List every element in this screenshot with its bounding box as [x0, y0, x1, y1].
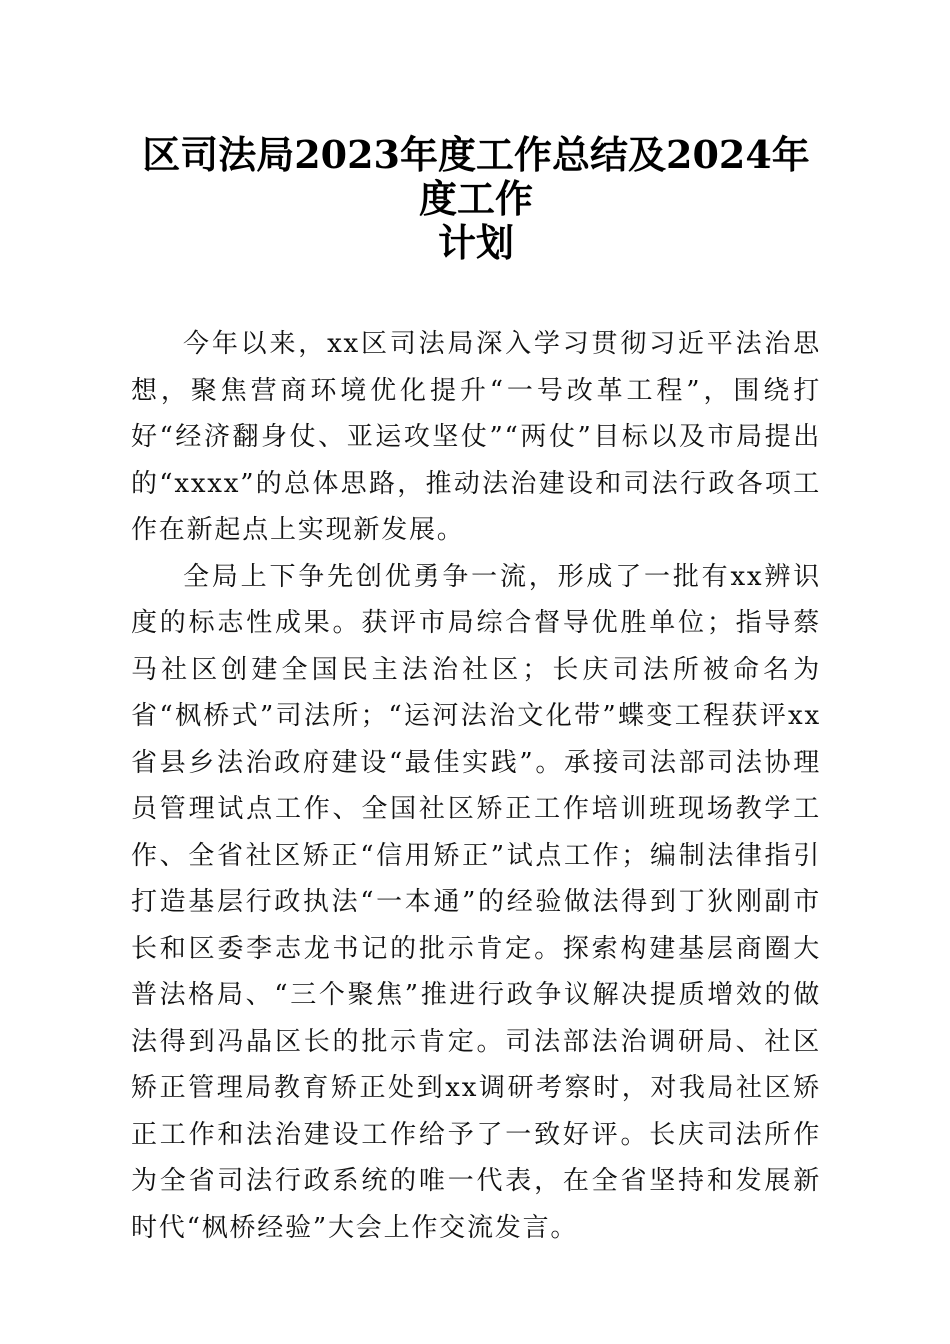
title-line-1: 区司法局2023年度工作总结及2024年度工作	[142, 132, 810, 221]
document-body	[131, 321, 821, 1251]
title-line-2: 计划	[437, 220, 514, 265]
paragraph-achievements: 全局上下争先创优勇争一流，形成了一批有xx辨识度的标志性成果。获评市局综合督导优胜单位；指导蔡马社区创建全国民主法治社区；长庆司法所被命名为省“枫桥式”司法所；“运河法治文化带”蝶变工程获评xx省县乡法治政府建设“最佳实践”。承接司法部司法协理员管理试点工作、全国社区矫正工作培训班现场教学工作、全省社区矫正“信用矫正”试点工作；编制法律指引打造基层行政执法“一本通”的经验做法得到丁狄刚副市长和区委李志龙书记的批示肯定。探索构建基层商圈大普法格局、“三个聚焦”推进行政争议解决提质增效的做法得到冯晶区长的批示肯定。司法部法治调研局、社区矫正管理局教育矫正处到xx调研考察时，对我局社区矫正工作和法治建设工作给予了一致好评。长庆司法所作为全省司法行政系统的唯一代表，在全省坚持和发展新时代“枫桥经验”大会上作交流发言。	[131, 561, 821, 1243]
paragraph-intro: 今年以来，xx区司法局深入学习贯彻习近平法治思想，聚焦营商环境优化提升“一号改革工程”，围绕打好“经济翻身仗、亚运攻坚仗”“两仗”目标以及市局提出的“xxxx”的总体思路，推动法治建设和司法行政各项工作在新起点上实现新发展。	[131, 329, 821, 545]
document-title	[131, 133, 821, 265]
